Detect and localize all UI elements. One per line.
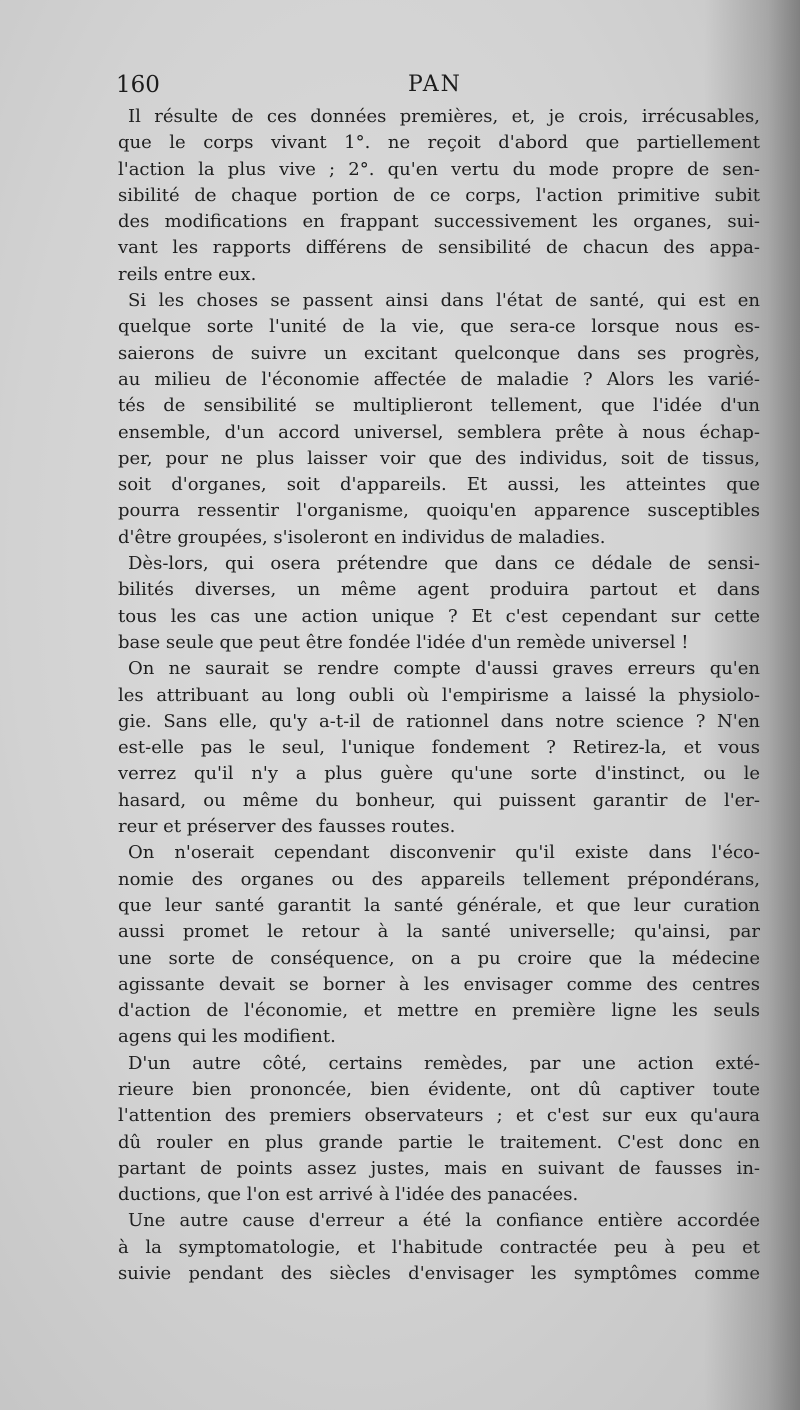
text-line: D'un autre côté, certains remèdes, par une action exté- bbox=[128, 1052, 760, 1074]
text-line: est-elle pas le seul, l'unique fondement ? Retirez-la, et vous bbox=[118, 737, 760, 759]
text-line: agissante devait se borner à les envisager comme des centres bbox=[118, 973, 760, 995]
text-line: suivie pendant des siècles d'envisager les symptômes comme bbox=[118, 1263, 760, 1285]
page-number: 160 bbox=[116, 72, 160, 98]
text-line: au milieu de l'économie affectée de maladie ? Alors les varié- bbox=[118, 368, 760, 390]
text-line: soit d'organes, soit d'appareils. Et aussi, les atteintes que bbox=[118, 474, 760, 496]
text-line: que le corps vivant 1°. ne reçoit d'abord que partiellement bbox=[118, 132, 760, 154]
text-line: sibilité de chaque portion de ce corps, l'action primitive subit bbox=[118, 184, 760, 206]
text-line: agens qui les modifient. bbox=[118, 1026, 336, 1048]
running-head: PAN bbox=[408, 72, 462, 97]
text-line: Si les choses se passent ainsi dans l'état de santé, qui est en bbox=[128, 290, 760, 312]
text-line: hasard, ou même du bonheur, qui puissent garantir de l'er- bbox=[118, 789, 760, 811]
text-line: nomie des organes ou des appareils tellement prépondérans, bbox=[118, 868, 760, 890]
text-line: per, pour ne plus laisser voir que des individus, soit de tissus, bbox=[118, 447, 760, 469]
body-text bbox=[118, 104, 760, 1287]
text-line: ductions, que l'on est arrivé à l'idée des panacées. bbox=[118, 1184, 579, 1206]
text-line: verrez qu'il n'y a plus guère qu'une sorte d'instinct, ou le bbox=[118, 763, 760, 785]
text-line: les attribuant au long oubli où l'empirisme a laissé la physiolo- bbox=[118, 684, 760, 706]
text-line: bilités diverses, un même agent produira partout et dans bbox=[118, 579, 760, 601]
page-header bbox=[116, 72, 756, 106]
text-line: pourra ressentir l'organisme, quoiqu'en apparence susceptibles bbox=[118, 500, 760, 522]
text-line: l'attention des premiers observateurs ; et c'est sur eux qu'aura bbox=[118, 1105, 760, 1127]
text-line: reils entre eux. bbox=[118, 263, 257, 285]
text-line: partant de points assez justes, mais en suivant de fausses in- bbox=[118, 1157, 760, 1179]
text-line: d'action de l'économie, et mettre en première ligne les seuls bbox=[118, 1000, 760, 1022]
text-line: vant les rapports différens de sensibilité de chacun des appa- bbox=[118, 237, 760, 259]
text-line: dû rouler en plus grande partie le traitement. C'est donc en bbox=[118, 1131, 760, 1153]
text-line: Dès-lors, qui osera prétendre que dans ce dédale de sensi- bbox=[128, 553, 760, 575]
text-line: On ne saurait se rendre compte d'aussi graves erreurs qu'en bbox=[128, 658, 760, 680]
text-line: l'action la plus vive ; 2°. qu'en vertu du mode propre de sen- bbox=[118, 158, 760, 180]
text-line: saierons de suivre un excitant quelconque dans ses progrès, bbox=[118, 342, 760, 364]
text-line: Une autre cause d'erreur a été la confiance entière accordée bbox=[128, 1210, 760, 1232]
text-line: base seule que peut être fondée l'idée d'un remède universel ! bbox=[118, 631, 689, 653]
text-line: des modifications en frappant successivement les organes, sui- bbox=[118, 211, 760, 233]
text-line: une sorte de conséquence, on a pu croire que la médecine bbox=[118, 947, 760, 969]
text-line: aussi promet le retour à la santé universelle; qu'ainsi, par bbox=[118, 921, 760, 943]
text-line: tous les cas une action unique ? Et c'est cependant sur cette bbox=[118, 605, 760, 627]
text-line: gie. Sans elle, qu'y a-t-il de rationnel dans notre science ? N'en bbox=[118, 710, 760, 732]
text-line: reur et préserver des fausses routes. bbox=[118, 816, 456, 838]
text-line: rieure bien prononcée, bien évidente, ont dû captiver toute bbox=[118, 1078, 760, 1100]
text-line: tés de sensibilité se multiplieront tellement, que l'idée d'un bbox=[118, 395, 760, 417]
text-line: à la symptomatologie, et l'habitude contractée peu à peu et bbox=[118, 1236, 760, 1258]
text-line: Il résulte de ces données premières, et, je crois, irrécusables, bbox=[128, 106, 760, 127]
text-line: d'être groupées, s'isoleront en individus de maladies. bbox=[118, 526, 606, 548]
text-line: que leur santé garantit la santé générale, et que leur curation bbox=[118, 894, 760, 916]
text-line: quelque sorte l'unité de la vie, que sera-ce lorsque nous es- bbox=[118, 316, 760, 338]
text-line: ensemble, d'un accord universel, semblera prête à nous échap- bbox=[118, 421, 760, 443]
text-line: On n'oserait cependant disconvenir qu'il existe dans l'éco- bbox=[128, 842, 760, 864]
